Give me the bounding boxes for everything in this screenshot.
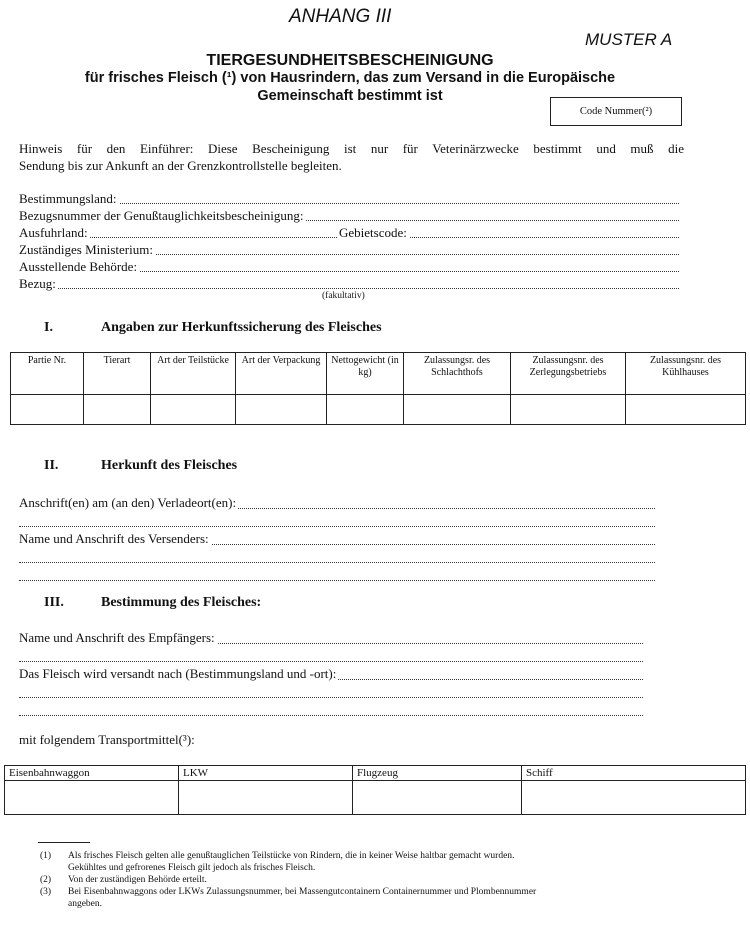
region-code-field[interactable]: [339, 224, 679, 241]
reference-field[interactable]: [19, 275, 679, 292]
importer-notice: [19, 140, 684, 174]
cell-packaging[interactable]: [236, 395, 327, 425]
transport-table: [4, 765, 746, 815]
notice-line-2: Sendung bis zur Ankunft an der Grenzkontrollstelle begleiten.: [19, 158, 342, 173]
destination-country-label: Bestimmungsland:: [19, 191, 117, 206]
cell-truck[interactable]: [179, 781, 353, 815]
section-3-title: Bestimmung des Fleisches:: [101, 595, 262, 610]
consignee-label: Name und Anschrift des Empfängers:: [19, 630, 215, 645]
origin-fields: [19, 494, 655, 584]
transport-label: mit folgendem Transportmittel(³):: [19, 732, 195, 747]
cell-net-weight[interactable]: [327, 395, 404, 425]
transport-rail: Eisenbahnwaggon: [5, 766, 179, 781]
cell-cuts[interactable]: [151, 395, 236, 425]
sender-line-3[interactable]: [19, 566, 655, 584]
col-cold-store: Zulassungsnr. des Kühlhauses: [626, 353, 746, 395]
transport-truck: LKW: [179, 766, 353, 781]
footnote-2-num: (2): [40, 875, 52, 885]
col-cuts: Art der Teilstücke: [151, 353, 236, 395]
loading-address-line-2[interactable]: [19, 512, 655, 530]
transport-header-row: [5, 766, 746, 781]
certificate-subtitle-1: für frisches Fleisch (¹) von Hausrindern, das zum Versand in die Europäische: [84, 70, 616, 86]
transport-ship: Schiff: [522, 766, 746, 781]
region-code-label: Gebietscode:: [339, 225, 407, 240]
issuing-authority-label: Ausstellende Behörde:: [19, 259, 138, 274]
issuing-authority-field[interactable]: [19, 258, 679, 275]
export-country-field[interactable]: [19, 224, 337, 241]
consignee-line-2[interactable]: [19, 647, 643, 665]
sender-label: Name und Anschrift des Versenders:: [19, 531, 209, 546]
cell-batch-number[interactable]: [11, 395, 84, 425]
footnote-3: [40, 886, 700, 910]
certificate-subtitle-2: Gemeinschaft bestimmt ist: [257, 88, 443, 104]
cell-plane[interactable]: [353, 781, 522, 815]
annex-heading: ANHANG III: [289, 6, 392, 27]
cell-slaughterhouse[interactable]: [404, 395, 511, 425]
cell-ship[interactable]: [522, 781, 746, 815]
section-2-number: II.: [44, 458, 59, 473]
footnote-2-text-1: Von der zuständigen Behörde erteilt.: [68, 875, 207, 885]
table-header-row: [11, 353, 746, 395]
footnote-1-num: (1): [40, 851, 52, 861]
destination-line-3[interactable]: [19, 701, 643, 719]
reference-number-label: Bezugsnummer der Genußtauglichkeitsbescheinigung:: [19, 208, 304, 223]
loading-address-field[interactable]: [19, 494, 655, 512]
col-cutting-plant: Zulassungsnr. des Zerlegungsbetriebs: [511, 353, 626, 395]
section-1-title: Angaben zur Herkunftssicherung des Fleisches: [101, 320, 382, 335]
export-country-label: Ausfuhrland:: [19, 225, 88, 240]
col-batch-number: Partie Nr.: [11, 353, 84, 395]
origin-table: [10, 352, 746, 425]
transport-row[interactable]: [5, 781, 746, 815]
section-3-number: III.: [44, 595, 64, 610]
notice-line-1: Hinweis für den Einführer: Diese Bescheinigung ist nur für Veterinärzwecke bestimmt und muß die: [19, 141, 684, 156]
footnote-1-text-1: Als frisches Fleisch gelten alle genußtauglichen Teilstücke von Rindern, die in keiner Weise haltbar gemacht wurden.: [68, 851, 515, 861]
footnotes: [40, 850, 700, 910]
destination-country-field[interactable]: [19, 190, 679, 207]
sender-field[interactable]: [19, 530, 655, 548]
footnote-1: [40, 850, 700, 874]
cell-cutting-plant[interactable]: [511, 395, 626, 425]
reference-number-field[interactable]: [19, 207, 679, 224]
loading-address-label: Anschrift(en) am (an den) Verladeort(en):: [19, 495, 237, 510]
footnote-3-text-2: angeben.: [68, 899, 103, 909]
optional-note: (fakultativ): [322, 291, 365, 301]
sender-line-2[interactable]: [19, 548, 655, 566]
footnote-3-text-1: Bei Eisenbahnwaggons oder LKWs Zulassungsnummer, bei Massengutcontainern Containernummer und Plombennummer: [68, 887, 537, 897]
ministry-field[interactable]: [19, 241, 679, 258]
section-1-number: I.: [44, 320, 53, 335]
reference-label: Bezug:: [19, 276, 56, 291]
section-2-title: Herkunft des Fleisches: [101, 458, 238, 473]
cell-species[interactable]: [84, 395, 151, 425]
footnote-1-text-2: Gekühltes und gefrorenes Fleisch gilt jedoch als frisches Fleisch.: [68, 863, 316, 873]
col-net-weight: Nettogewicht (in kg): [327, 353, 404, 395]
code-number-box[interactable]: [550, 97, 682, 126]
footnote-divider: [38, 842, 90, 843]
table-row[interactable]: [11, 395, 746, 425]
destination-label: Das Fleisch wird versandt nach (Bestimmungsland und -ort):: [19, 666, 337, 681]
certificate-title: TIERGESUNDHEITSBESCHEINIGUNG: [206, 52, 494, 69]
cell-rail[interactable]: [5, 781, 179, 815]
footnote-2: [40, 874, 700, 886]
model-label: MUSTER A: [585, 30, 673, 49]
cell-cold-store[interactable]: [626, 395, 746, 425]
ministry-label: Zuständiges Ministerium:: [19, 242, 153, 257]
footnote-3-num: (3): [40, 887, 52, 897]
destination-field[interactable]: [19, 665, 643, 683]
code-number-label: Code Nummer(²): [579, 106, 653, 117]
destination-line-2[interactable]: [19, 683, 643, 701]
transport-plane: Flugzeug: [353, 766, 522, 781]
col-slaughterhouse: Zulassungsr. des Schlachthofs: [404, 353, 511, 395]
consignee-field[interactable]: [19, 629, 643, 647]
col-packaging: Art der Verpackung: [236, 353, 327, 395]
col-species: Tierart: [84, 353, 151, 395]
general-fields: [19, 190, 679, 292]
destination-fields: [19, 629, 643, 719]
